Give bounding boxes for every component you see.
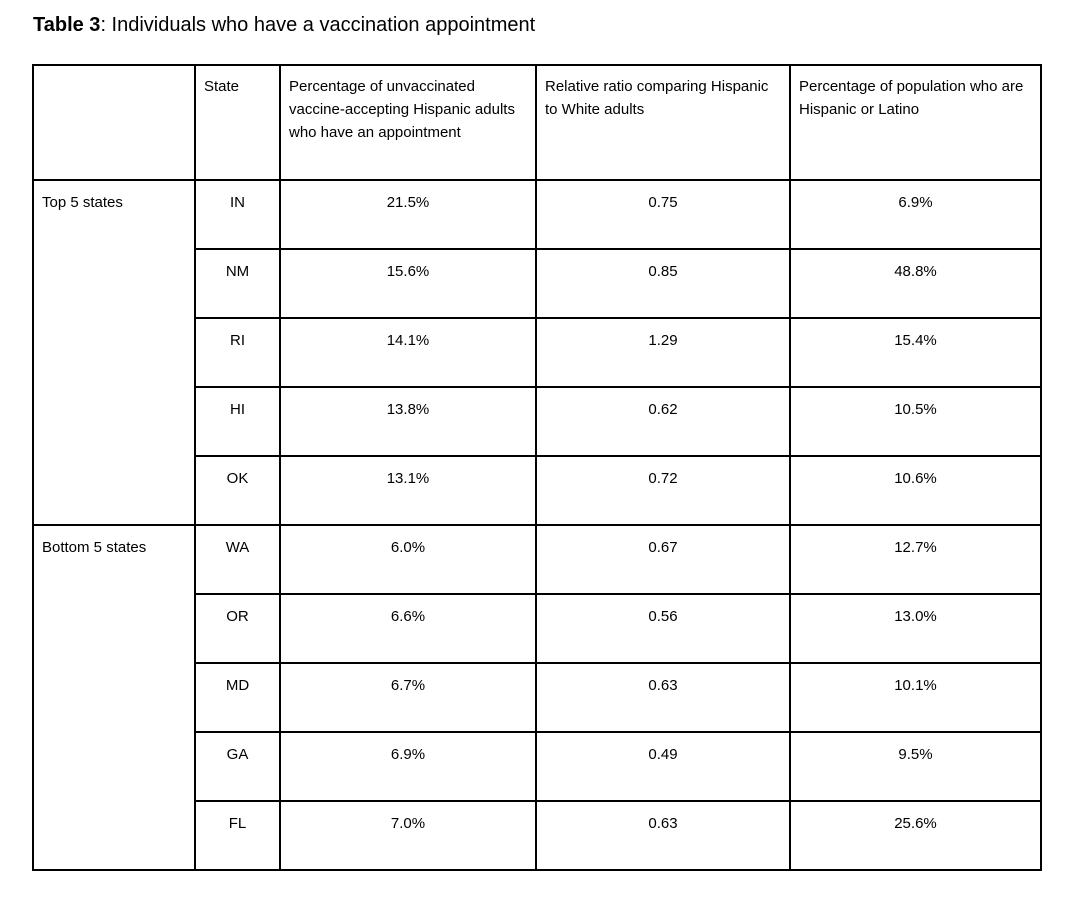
relative-ratio-cell: 0.85 bbox=[536, 249, 790, 318]
pct-population-cell: 9.5% bbox=[790, 732, 1041, 801]
pct-population-cell: 48.8% bbox=[790, 249, 1041, 318]
column-header-state: State bbox=[195, 65, 280, 180]
relative-ratio-cell: 0.62 bbox=[536, 387, 790, 456]
pct-appointment-cell: 6.9% bbox=[280, 732, 536, 801]
header-row bbox=[33, 65, 1041, 180]
state-cell: NM bbox=[195, 249, 280, 318]
column-header-relative-ratio: Relative ratio comparing Hispanic to White adults bbox=[536, 65, 790, 180]
pct-population-cell: 13.0% bbox=[790, 594, 1041, 663]
state-cell: GA bbox=[195, 732, 280, 801]
table-row bbox=[33, 180, 1041, 249]
relative-ratio-cell: 0.56 bbox=[536, 594, 790, 663]
pct-appointment-cell: 14.1% bbox=[280, 318, 536, 387]
state-cell: RI bbox=[195, 318, 280, 387]
pct-appointment-cell: 21.5% bbox=[280, 180, 536, 249]
pct-appointment-cell: 15.6% bbox=[280, 249, 536, 318]
group-cell-top5: Top 5 states bbox=[33, 180, 195, 525]
state-cell: WA bbox=[195, 525, 280, 594]
table-row bbox=[33, 525, 1041, 594]
pct-population-cell: 25.6% bbox=[790, 801, 1041, 870]
column-header-pct-population: Percentage of population who are Hispanic or Latino bbox=[790, 65, 1041, 180]
pct-appointment-cell: 6.0% bbox=[280, 525, 536, 594]
pct-population-cell: 10.1% bbox=[790, 663, 1041, 732]
pct-appointment-cell: 6.7% bbox=[280, 663, 536, 732]
pct-appointment-cell: 6.6% bbox=[280, 594, 536, 663]
pct-population-cell: 10.6% bbox=[790, 456, 1041, 525]
pct-population-cell: 10.5% bbox=[790, 387, 1041, 456]
table-caption bbox=[33, 14, 1072, 37]
state-cell: OK bbox=[195, 456, 280, 525]
relative-ratio-cell: 0.49 bbox=[536, 732, 790, 801]
table-caption-text: : Individuals who have a vaccination appointment bbox=[100, 14, 536, 36]
relative-ratio-cell: 0.63 bbox=[536, 801, 790, 870]
pct-appointment-cell: 13.8% bbox=[280, 387, 536, 456]
pct-population-cell: 12.7% bbox=[790, 525, 1041, 594]
pct-appointment-cell: 13.1% bbox=[280, 456, 536, 525]
state-cell: IN bbox=[195, 180, 280, 249]
state-cell: OR bbox=[195, 594, 280, 663]
vaccination-appointment-table bbox=[32, 64, 1042, 871]
relative-ratio-cell: 1.29 bbox=[536, 318, 790, 387]
relative-ratio-cell: 0.72 bbox=[536, 456, 790, 525]
pct-appointment-cell: 7.0% bbox=[280, 801, 536, 870]
pct-population-cell: 6.9% bbox=[790, 180, 1041, 249]
pct-population-cell: 15.4% bbox=[790, 318, 1041, 387]
relative-ratio-cell: 0.67 bbox=[536, 525, 790, 594]
corner-cell bbox=[33, 65, 195, 180]
relative-ratio-cell: 0.75 bbox=[536, 180, 790, 249]
group-cell-bottom5: Bottom 5 states bbox=[33, 525, 195, 870]
table-caption-number: Table 3 bbox=[33, 14, 101, 36]
state-cell: MD bbox=[195, 663, 280, 732]
column-header-pct-appointment: Percentage of unvaccinated vaccine-accepting Hispanic adults who have an appointment bbox=[280, 65, 536, 180]
state-cell: HI bbox=[195, 387, 280, 456]
relative-ratio-cell: 0.63 bbox=[536, 663, 790, 732]
state-cell: FL bbox=[195, 801, 280, 870]
